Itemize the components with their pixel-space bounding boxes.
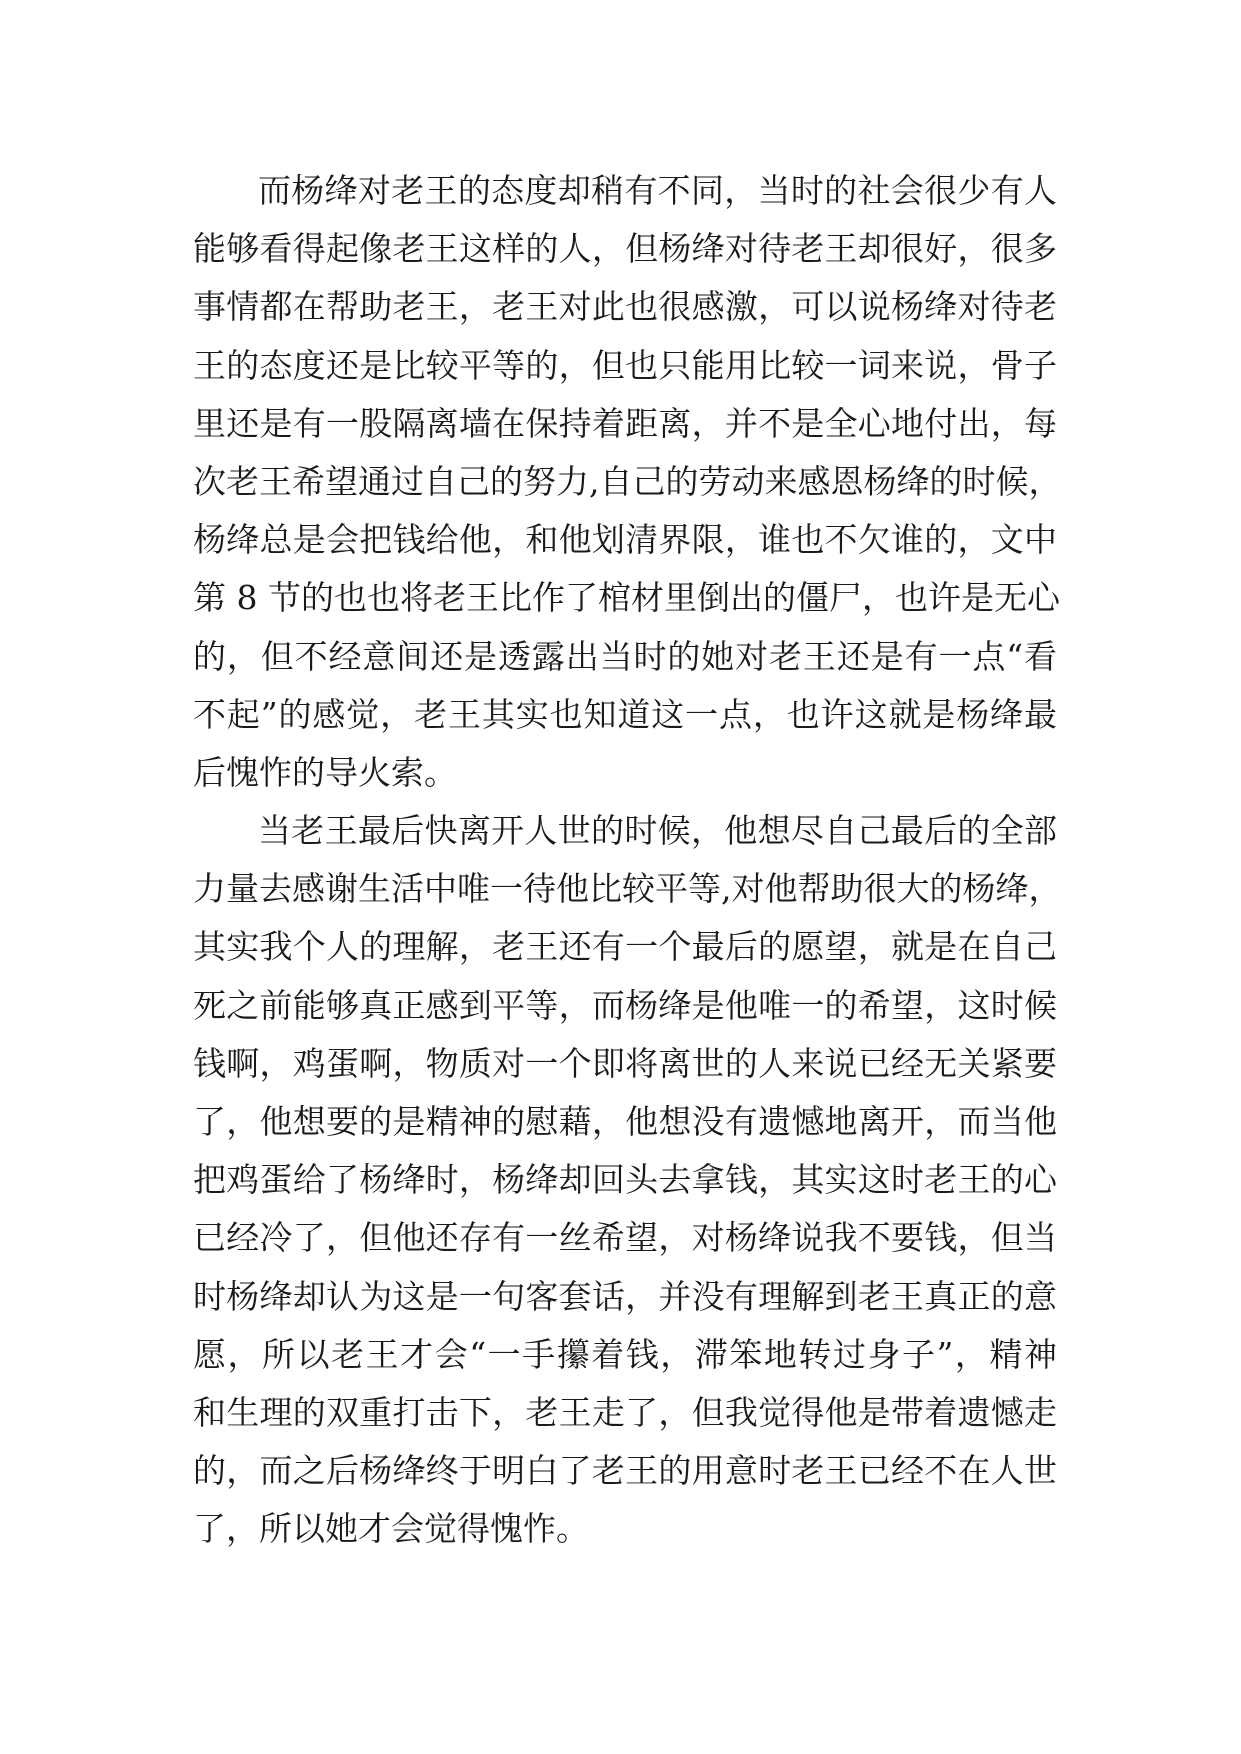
text-line: 不起”的感觉，老王其实也知道这一点，也许这就是杨绛最 xyxy=(193,694,1057,734)
text-line: 时杨绛却认为这是一句客套话，并没有理解到老王真正的意 xyxy=(193,1276,1057,1316)
text-line: 其实我个人的理解，老王还有一个最后的愿望，就是在自己 xyxy=(193,927,1057,967)
text-line: 的，但不经意间还是透露出当时的她对老王还是有一点“看 xyxy=(193,636,1057,676)
text-line: 死之前能够真正感到平等，而杨绛是他唯一的希望，这时候 xyxy=(193,985,1057,1025)
document-body xyxy=(193,162,1062,1559)
text-line: 了，他想要的是精神的慰藉，他想没有遗憾地离开，而当他 xyxy=(193,1102,1057,1141)
text-line: 王的态度还是比较平等的，但也只能用比较一词来说，骨子 xyxy=(193,345,1057,385)
text-line: 力量去感谢生活中唯一待他比较平等,对他帮助很大的杨绛， xyxy=(193,869,1062,909)
text-line: 次老王希望通过自己的努力,自己的劳动来感恩杨绛的时候， xyxy=(193,461,1062,501)
text-line: 已经冷了，但他还存有一丝希望，对杨绛说我不要钱，但当 xyxy=(193,1218,1057,1258)
text-line: 里还是有一股隔离墙在保持着距离，并不是全心地付出，每 xyxy=(193,403,1057,443)
text-line: 事情都在帮助老王，老王对此也很感激，可以说杨绛对待老 xyxy=(193,287,1057,327)
paragraph xyxy=(193,162,1062,802)
text-line: 杨绛总是会把钱给他，和他划清界限，谁也不欠谁的，文中 xyxy=(193,520,1057,560)
text-line: 当老王最后快离开人世的时候，他想尽自己最后的全部 xyxy=(258,811,1057,851)
text-line: 能够看得起像老王这样的人，但杨绛对待老王却很好，很多 xyxy=(193,229,1057,269)
text-line: 后愧怍的导火索。 xyxy=(193,752,457,792)
text-line: 和生理的双重打击下，老王走了，但我觉得他是带着遗憾走 xyxy=(193,1392,1057,1432)
text-line: 了，所以她才会觉得愧怍。 xyxy=(193,1509,589,1549)
text-line: 的，而之后杨绛终于明白了老王的用意时老王已经不在人世 xyxy=(193,1451,1057,1491)
text-line: 愿，所以老王才会“一手攥着钱，滞笨地转过身子”，精神 xyxy=(193,1334,1057,1374)
text-line: 钱啊，鸡蛋啊，物质对一个即将离世的人来说已经无关紧要 xyxy=(193,1043,1057,1083)
text-line: 而杨绛对老王的态度却稍有不同，当时的社会很少有人 xyxy=(258,171,1057,210)
text-line: 第 8 节的也也将老王比作了棺材里倒出的僵尸，也许是无心 xyxy=(193,578,1060,618)
paragraph xyxy=(193,802,1062,1558)
text-line: 把鸡蛋给了杨绛时，杨绛却回头去拿钱，其实这时老王的心 xyxy=(193,1160,1057,1200)
